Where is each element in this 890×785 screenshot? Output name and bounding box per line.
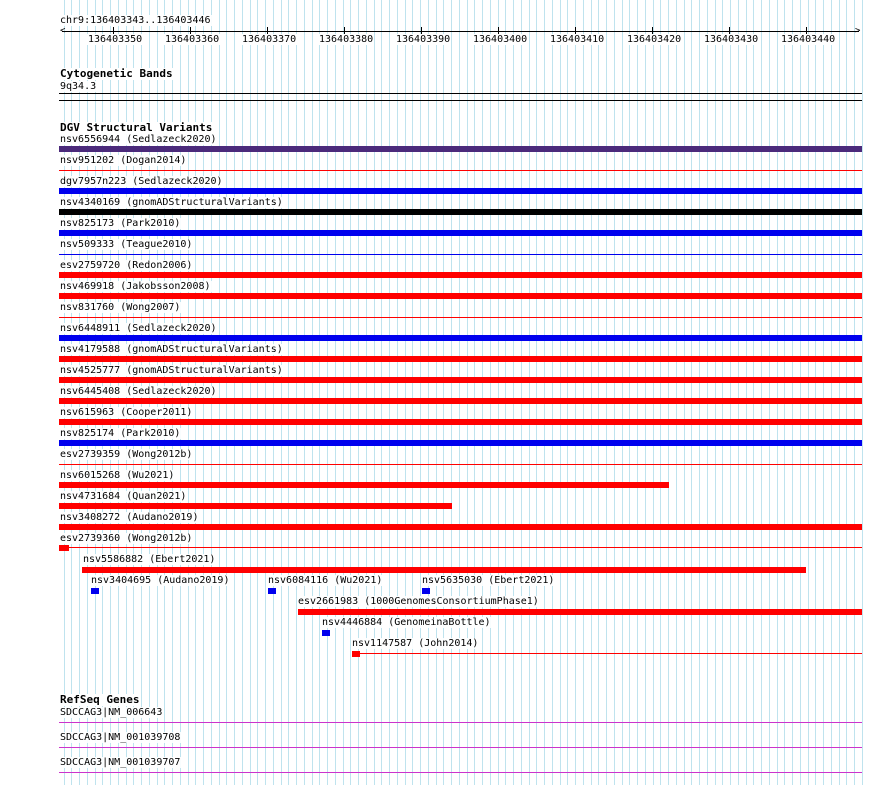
grid-line	[319, 0, 320, 785]
grid-line	[250, 0, 251, 785]
grid-line	[544, 0, 545, 785]
ruler-tick-label: 136403350	[88, 34, 143, 45]
ruler-tick-label: 136403370	[242, 34, 297, 45]
ruler-tick-label: 136403410	[550, 34, 605, 45]
grid-line	[831, 0, 832, 785]
variant-bar[interactable]	[59, 398, 862, 404]
grid-line	[335, 0, 336, 785]
grid-line	[862, 0, 863, 785]
variant-bar[interactable]	[59, 230, 862, 236]
grid-line	[560, 0, 561, 785]
variant-label[interactable]: nsv6448911 (Sedlazeck2020)	[60, 323, 217, 334]
variant-line[interactable]	[59, 170, 862, 171]
variant-bar[interactable]	[59, 440, 862, 446]
variant-line[interactable]	[59, 254, 862, 255]
grid-line	[436, 0, 437, 785]
variant-label[interactable]: nsv5635030 (Ebert2021)	[422, 575, 555, 586]
ruler-tick-label: 136403440	[781, 34, 836, 45]
grid-line	[366, 0, 367, 785]
cytoband-bar	[59, 93, 862, 94]
grid-line	[567, 0, 568, 785]
grid-line	[660, 0, 661, 785]
grid-line	[490, 0, 491, 785]
grid-line	[614, 0, 615, 785]
ruler-tick-label: 136403400	[473, 34, 528, 45]
variant-bar[interactable]	[59, 188, 862, 194]
grid-line	[854, 0, 855, 785]
grid-line	[691, 0, 692, 785]
variant-label[interactable]: nsv4340169 (gnomADStructuralVariants)	[60, 197, 283, 208]
gene-line[interactable]	[59, 747, 862, 748]
gene-line[interactable]	[59, 772, 862, 773]
grid-line	[467, 0, 468, 785]
grid-line	[761, 0, 762, 785]
grid-line	[397, 0, 398, 785]
grid-line	[707, 0, 708, 785]
grid-line	[358, 0, 359, 785]
grid-line	[505, 0, 506, 785]
grid-line	[769, 0, 770, 785]
ruler-tick-label: 136403380	[319, 34, 374, 45]
ruler-tick-label: 136403420	[627, 34, 682, 45]
variant-label[interactable]: esv2661983 (1000GenomesConsortiumPhase1)	[298, 596, 539, 607]
grid-line	[265, 0, 266, 785]
grid-line	[474, 0, 475, 785]
grid-line	[513, 0, 514, 785]
variant-bar[interactable]	[59, 356, 862, 362]
grid-line	[823, 0, 824, 785]
variant-label[interactable]: dgv7957n223 (Sedlazeck2020)	[60, 176, 223, 187]
variant-bar[interactable]	[298, 609, 862, 615]
grid-line	[792, 0, 793, 785]
variant-label[interactable]: nsv469918 (Jakobsson2008)	[60, 281, 211, 292]
grid-line	[327, 0, 328, 785]
variant-label[interactable]: nsv5586882 (Ebert2021)	[83, 554, 216, 565]
grid-line	[381, 0, 382, 785]
grid-line	[684, 0, 685, 785]
grid-line	[428, 0, 429, 785]
grid-line	[738, 0, 739, 785]
variant-label[interactable]: nsv951202 (Dogan2014)	[60, 155, 187, 166]
grid-line	[591, 0, 592, 785]
grid-line	[234, 0, 235, 785]
ruler-tick-label: 136403430	[704, 34, 759, 45]
variant-bar[interactable]	[352, 651, 360, 657]
gene-label[interactable]: SDCCAG3|NM_001039707	[60, 757, 181, 768]
grid-line	[296, 0, 297, 785]
grid-line	[529, 0, 530, 785]
refseq-track-title: RefSeq Genes	[60, 693, 140, 706]
grid-line	[257, 0, 258, 785]
grid-line	[699, 0, 700, 785]
variant-label[interactable]: nsv3404695 (Audano2019)	[91, 575, 230, 586]
variant-line[interactable]	[59, 317, 862, 318]
track-divider	[59, 100, 862, 101]
variant-label[interactable]: nsv6556944 (Sedlazeck2020)	[60, 134, 217, 145]
ruler-tick-label: 136403390	[396, 34, 451, 45]
grid-line	[451, 0, 452, 785]
ruler-tick-label: 136403360	[165, 34, 220, 45]
variant-label[interactable]: nsv509333 (Teague2010)	[60, 239, 193, 250]
variant-bar[interactable]	[59, 524, 862, 530]
variant-label[interactable]: nsv615963 (Cooper2011)	[60, 407, 193, 418]
variant-bar[interactable]	[59, 209, 862, 215]
variant-label[interactable]: esv2739359 (Wong2012b)	[60, 449, 193, 460]
grid-line	[668, 0, 669, 785]
variant-bar[interactable]	[82, 567, 806, 573]
variant-line[interactable]	[59, 547, 862, 548]
grid-line	[606, 0, 607, 785]
ruler-right-arrow-icon: >	[855, 26, 861, 36]
grid-line	[784, 0, 785, 785]
grid-line	[350, 0, 351, 785]
grid-line	[412, 0, 413, 785]
variant-label[interactable]: nsv4179588 (gnomADStructuralVariants)	[60, 344, 283, 355]
variant-line[interactable]	[59, 464, 862, 465]
grid-line	[715, 0, 716, 785]
cytoband-track-title: Cytogenetic Bands	[60, 67, 173, 80]
variant-bar[interactable]	[59, 503, 452, 509]
gene-label[interactable]: SDCCAG3|NM_001039708	[60, 732, 181, 743]
grid-line	[629, 0, 630, 785]
grid-line	[219, 0, 220, 785]
variant-label[interactable]: nsv6445408 (Sedlazeck2020)	[60, 386, 217, 397]
grid-line	[536, 0, 537, 785]
variant-bar[interactable]	[59, 335, 862, 341]
grid-line	[304, 0, 305, 785]
variant-label[interactable]: nsv4731684 (Quan2021)	[60, 491, 187, 502]
grid-line	[459, 0, 460, 785]
grid-line	[552, 0, 553, 785]
grid-line	[374, 0, 375, 785]
grid-line	[242, 0, 243, 785]
grid-line	[808, 0, 809, 785]
variant-label[interactable]: nsv4525777 (gnomADStructuralVariants)	[60, 365, 283, 376]
grid-line	[815, 0, 816, 785]
grid-line	[343, 0, 344, 785]
grid-line	[405, 0, 406, 785]
variant-label[interactable]: nsv6084116 (Wu2021)	[268, 575, 383, 586]
grid-line	[800, 0, 801, 785]
grid-line	[226, 0, 227, 785]
gene-line[interactable]	[59, 722, 862, 723]
grid-line	[645, 0, 646, 785]
gene-label[interactable]: SDCCAG3|NM_006643	[60, 707, 163, 718]
locus-label: chr9:136403343..136403446	[60, 15, 211, 26]
variant-bar[interactable]	[59, 272, 862, 278]
grid-line	[653, 0, 654, 785]
variant-label[interactable]: esv2759720 (Redon2006)	[60, 260, 193, 271]
variant-bar[interactable]	[268, 588, 276, 594]
grid-line	[281, 0, 282, 785]
variant-label[interactable]: nsv6015268 (Wu2021)	[60, 470, 175, 481]
variant-label[interactable]: nsv3408272 (Audano2019)	[60, 512, 199, 523]
variant-label[interactable]: nsv4446884 (GenomeinaBottle)	[322, 617, 491, 628]
grid-line	[389, 0, 390, 785]
dgv-track-title: DGV Structural Variants	[60, 121, 213, 134]
variant-bar[interactable]	[59, 146, 862, 152]
grid-line	[622, 0, 623, 785]
variant-label[interactable]: nsv831760 (Wong2007)	[60, 302, 181, 313]
ruler-left-arrow-icon: <	[60, 26, 66, 36]
variant-bar[interactable]	[59, 293, 862, 299]
grid-line	[575, 0, 576, 785]
grid-line	[420, 0, 421, 785]
variant-label[interactable]: nsv1147587 (John2014)	[352, 638, 479, 649]
variant-bar[interactable]	[59, 419, 862, 425]
grid-line	[753, 0, 754, 785]
grid-line	[443, 0, 444, 785]
cytoband-label[interactable]: 9q34.3	[60, 81, 97, 92]
variant-bar[interactable]	[322, 630, 330, 636]
grid-line	[676, 0, 677, 785]
grid-line	[288, 0, 289, 785]
grid-line	[637, 0, 638, 785]
grid-line	[312, 0, 313, 785]
variant-bar[interactable]	[59, 545, 69, 551]
grid-line	[583, 0, 584, 785]
variant-bar[interactable]	[422, 588, 430, 594]
variant-label[interactable]: nsv825174 (Park2010)	[60, 428, 181, 439]
grid-line	[482, 0, 483, 785]
variant-label[interactable]: esv2739360 (Wong2012b)	[60, 533, 193, 544]
variant-label[interactable]: nsv825173 (Park2010)	[60, 218, 181, 229]
variant-bar[interactable]	[59, 482, 669, 488]
grid-line	[521, 0, 522, 785]
grid-line	[722, 0, 723, 785]
grid-line	[846, 0, 847, 785]
ruler-axis	[62, 31, 859, 32]
grid-line	[273, 0, 274, 785]
grid-line	[598, 0, 599, 785]
grid-line	[777, 0, 778, 785]
grid-line	[498, 0, 499, 785]
grid-line	[746, 0, 747, 785]
grid-line	[730, 0, 731, 785]
variant-bar[interactable]	[59, 377, 862, 383]
grid-line	[839, 0, 840, 785]
variant-bar[interactable]	[91, 588, 99, 594]
variant-line[interactable]	[360, 653, 862, 654]
